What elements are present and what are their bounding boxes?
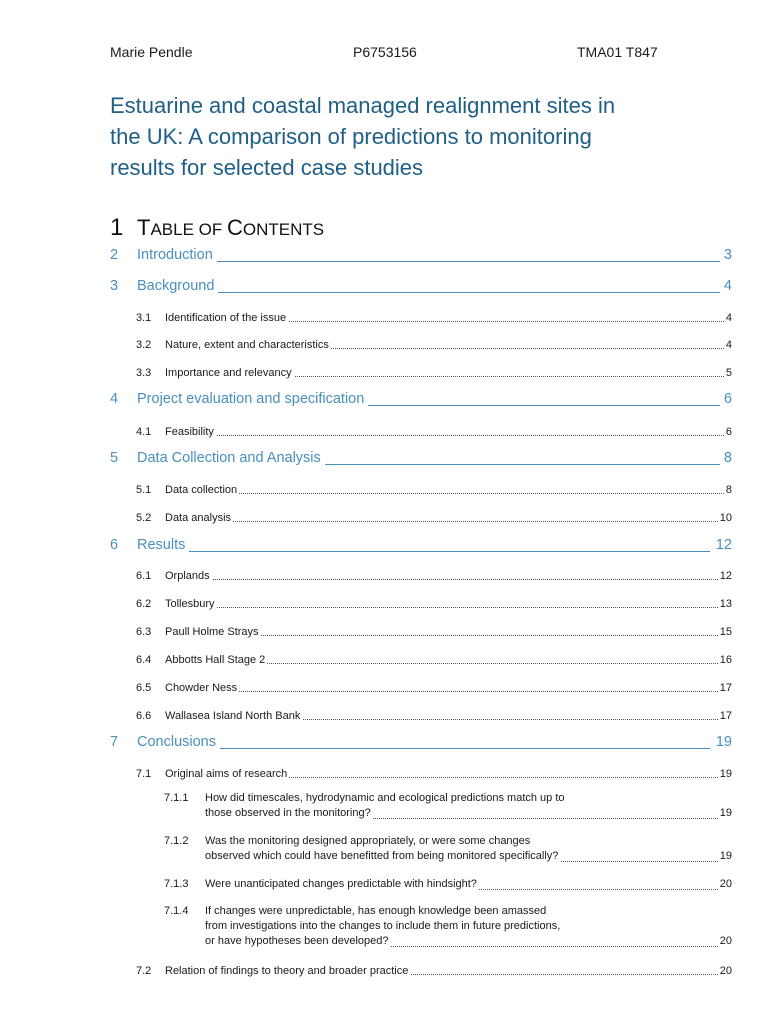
toc-title: Relation of findings to theory and broader practice [165, 962, 410, 980]
toc-leader [165, 607, 730, 608]
toc-entry-data-collection[interactable] [110, 481, 732, 503]
toc-page: 5 [724, 364, 732, 382]
toc-entry-data-analysis[interactable] [110, 509, 732, 531]
toc-entry-results[interactable] [110, 536, 732, 558]
toc-page: 19 [718, 765, 732, 783]
toc-entry-importance[interactable] [110, 364, 732, 386]
toc-leader [165, 521, 730, 522]
toc-page: 19 [719, 807, 732, 819]
toc-heading-cap: T [137, 215, 151, 240]
toc-page: 15 [718, 623, 732, 641]
toc-page: 19 [712, 733, 732, 751]
toc-title-line: If changes were unpredictable, has enough knowledge been amassed [205, 905, 547, 917]
toc-page: 8 [724, 481, 732, 499]
toc-entry-tollesbury[interactable] [110, 595, 732, 617]
title-line-1: Estuarine and coastal managed realignment sites in [110, 93, 616, 118]
toc-page: 16 [718, 651, 732, 669]
toc-title-line: How did timescales, hydrodynamic and ecological predictions match up to [205, 792, 565, 804]
toc-entry-conclusions[interactable] [110, 733, 732, 755]
toc-number: 6.4 [136, 654, 152, 666]
toc-number: 6.2 [136, 598, 152, 610]
toc-number: 6 [110, 537, 119, 553]
toc-title: Tollesbury [165, 595, 217, 613]
toc-number: 5 [110, 450, 119, 466]
toc-page: 4 [720, 277, 732, 295]
toc-heading-rest: ONTENTS [242, 220, 325, 239]
toc-heading-cap: C [226, 215, 243, 240]
toc-title: Background [137, 277, 218, 295]
toc-number: 6.5 [136, 682, 152, 694]
toc-number: 5.1 [136, 484, 152, 496]
toc-page: 13 [718, 595, 732, 613]
toc-number: 7.1.3 [164, 878, 189, 890]
toc-number: 7.2 [136, 965, 152, 977]
toc-entry-introduction[interactable] [110, 246, 732, 268]
toc-number: 6.3 [136, 626, 152, 638]
toc-number: 6.1 [136, 570, 152, 582]
toc-number: 4.1 [136, 426, 152, 438]
toc-title-line: or have hypotheses been developed? [205, 935, 389, 947]
toc-number: 3.1 [136, 312, 152, 324]
toc-leader [137, 261, 732, 262]
toc-number: 7.1.1 [164, 792, 189, 804]
toc-leader [137, 551, 710, 552]
toc-leader [165, 579, 730, 580]
toc-page: 10 [718, 509, 732, 527]
toc-title-line: Was the monitoring designed appropriately, or were some changes [205, 835, 531, 847]
toc-number: 3.3 [136, 367, 152, 379]
toc-entry-identification[interactable] [110, 309, 732, 331]
toc-page: 17 [718, 707, 732, 725]
toc-entry-relation-findings[interactable] [110, 962, 732, 984]
page-header [110, 44, 670, 64]
toc-number: 7.1.4 [164, 905, 189, 917]
toc-entry-wallasea[interactable] [110, 707, 732, 729]
toc-title: Paull Holme Strays [165, 623, 261, 641]
toc-title: Orplands [165, 567, 212, 585]
toc-entry-original-aims[interactable] [110, 765, 732, 787]
toc-entry-paull-holme[interactable] [110, 623, 732, 645]
toc-number: 7.1 [136, 768, 152, 780]
header-course: TMA01 T847 [577, 44, 658, 60]
toc-page: 4 [724, 336, 732, 354]
toc-number: 3.2 [136, 339, 152, 351]
header-author: Marie Pendle [110, 44, 193, 60]
toc-title: Introduction [137, 246, 217, 264]
toc-title-line: from investigations into the changes to include them in future predictions, [205, 920, 561, 932]
header-student-id: P6753156 [353, 44, 417, 60]
toc-title: Data analysis [165, 509, 233, 527]
toc-leader [165, 493, 730, 494]
toc-title-line: observed which could have benefitted from being monitored specifically? [205, 850, 559, 862]
toc-entry-orplands[interactable] [110, 567, 732, 589]
toc-entry-timescales[interactable] [110, 791, 732, 825]
toc-title: Nature, extent and characteristics [165, 336, 331, 354]
toc-page: 17 [718, 679, 732, 697]
toc-number: 3 [110, 278, 119, 294]
toc-title: Conclusions [137, 733, 220, 751]
toc-title: Identification of the issue [165, 309, 288, 327]
toc-entry-nature[interactable] [110, 336, 732, 358]
toc-page: 6 [720, 390, 732, 408]
toc-number: 4 [110, 391, 119, 407]
toc-leader [137, 748, 710, 749]
toc-title: Chowder Ness [165, 679, 239, 697]
toc-number: 5.2 [136, 512, 152, 524]
toc-page: 12 [718, 567, 732, 585]
toc-title: Data Collection and Analysis [137, 449, 325, 467]
toc-page: 8 [720, 449, 732, 467]
toc-number: 6.6 [136, 710, 152, 722]
toc-title: Data collection [165, 481, 239, 499]
toc-page: 20 [719, 878, 732, 890]
toc-page: 3 [720, 246, 732, 264]
toc-page: 19 [719, 850, 732, 862]
title-line-2: the UK: A comparison of predictions to monitoring [110, 124, 592, 149]
toc-number: 7 [110, 734, 119, 750]
toc-entry-feasibility[interactable] [110, 423, 732, 445]
toc-title: Importance and relevancy [165, 364, 294, 382]
toc-entry-abbotts-hall[interactable] [110, 651, 732, 673]
toc-number: 7.1.2 [164, 835, 189, 847]
toc-entry-unanticipated-changes[interactable] [110, 877, 732, 899]
title-line-3: results for selected case studies [110, 155, 424, 180]
toc-title-line: those observed in the monitoring? [205, 807, 371, 819]
toc-title: Project evaluation and specification [137, 390, 368, 408]
toc-title-line: Were unanticipated changes predictable with hindsight? [205, 878, 477, 890]
toc-entry-chowder-ness[interactable] [110, 679, 732, 701]
toc-page: 12 [712, 536, 732, 554]
toc-leader [137, 292, 732, 293]
toc-entry-monitoring-design[interactable] [110, 834, 732, 868]
toc-page: 20 [719, 935, 732, 947]
toc-page: 20 [718, 962, 732, 980]
toc-number: 2 [110, 247, 119, 263]
toc-entry-unpredictable-changes[interactable] [110, 904, 732, 952]
toc-entry-data-collection-analysis[interactable] [110, 449, 732, 471]
toc-title: Results [137, 536, 189, 554]
toc-title: Abbotts Hall Stage 2 [165, 651, 267, 669]
toc-leader [165, 435, 730, 436]
toc-heading-rest: ABLE OF [150, 220, 227, 239]
toc-page: 6 [724, 423, 732, 441]
toc-title: Wallasea Island North Bank [165, 707, 302, 725]
toc-heading [110, 214, 324, 242]
toc-entry-project-evaluation[interactable] [110, 390, 732, 412]
toc-heading-number: 1 [110, 214, 124, 241]
toc-leader [165, 691, 730, 692]
toc-entry-background[interactable] [110, 277, 732, 299]
toc-title: Original aims of research [165, 765, 289, 783]
toc-page: 4 [724, 309, 732, 327]
document-title [110, 90, 710, 183]
toc-title: Feasibility [165, 423, 216, 441]
